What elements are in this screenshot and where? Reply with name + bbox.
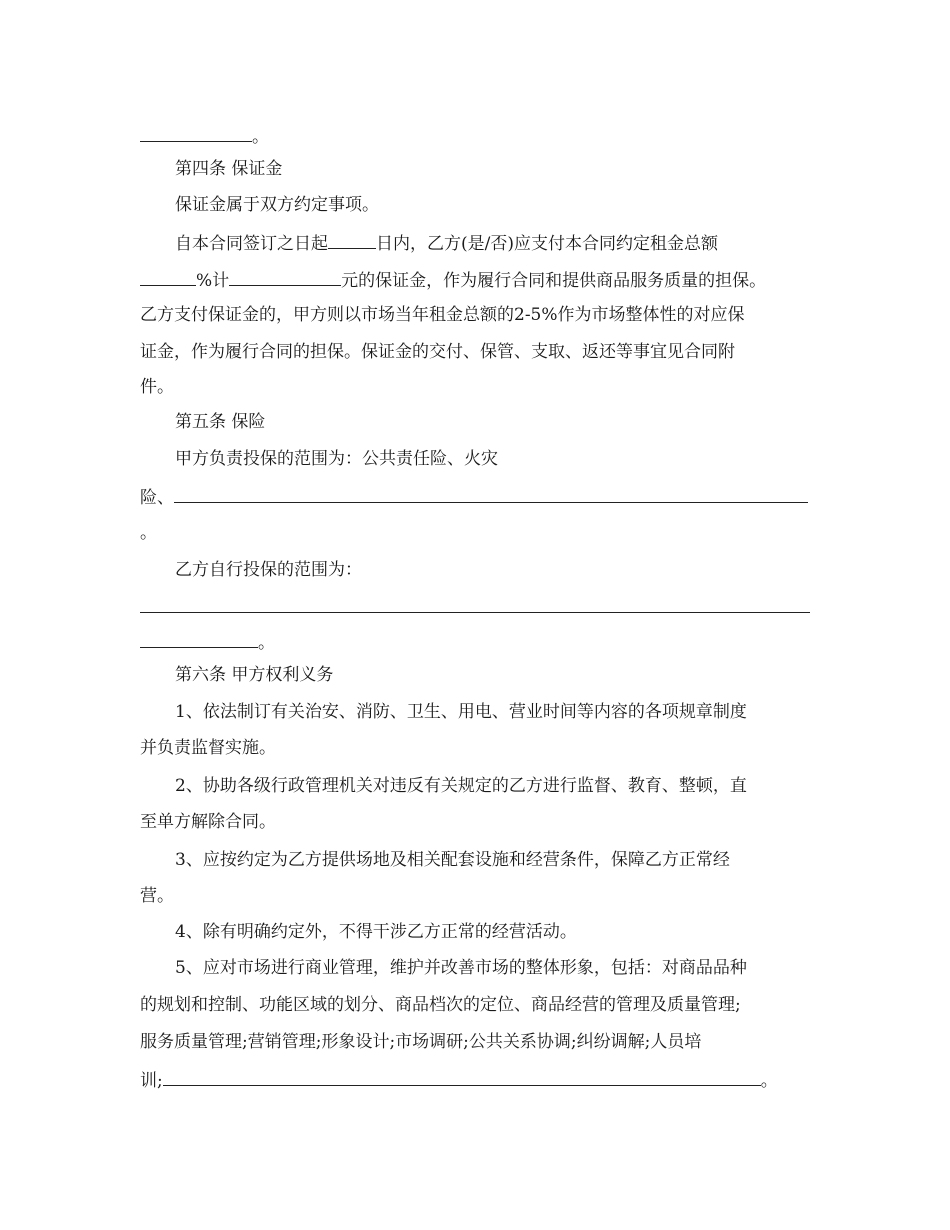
paragraph-line: 保证金属于双方约定事项。 [175, 195, 379, 215]
paragraph-line: 险、 [140, 484, 812, 510]
list-item-line: 的规划和控制、功能区域的划分、商品档次的定位、商品经营的管理及质量管理; [140, 995, 741, 1015]
paragraph-line: 。 [140, 523, 157, 543]
paragraph-line: 件。 [140, 377, 174, 397]
list-item-line: 5、应对市场进行商业管理，维护并改善市场的整体形象，包括：对商品品种 [175, 958, 747, 978]
article-4-heading: 第四条 保证金 [175, 159, 283, 179]
list-item-line: 1、依法制订有关治安、消防、卫生、用电、营业时间等内容的各项规章制度 [175, 702, 747, 722]
paragraph-line: %计 元的保证金，作为履行合同和提供商品服务质量的担保。 [140, 267, 812, 293]
blank-line [229, 267, 341, 286]
blank-line [328, 230, 376, 249]
paragraph-line: 。 [140, 629, 812, 655]
article-6-heading: 第六条 甲方权利义务 [175, 665, 334, 685]
blank-line [163, 1067, 761, 1086]
article-5-heading: 第五条 保险 [175, 412, 266, 432]
blank-line [140, 594, 810, 613]
paragraph-line [140, 594, 812, 620]
blank-line [140, 267, 196, 286]
list-item-line: 3、应按约定为乙方提供场地及相关配套设施和经营条件，保障乙方正常经 [175, 850, 730, 870]
list-item-line: 训; 。 [140, 1067, 812, 1093]
paragraph-line: 乙方自行投保的范围为： [175, 560, 362, 580]
list-item-line: 2、协助各级行政管理机关对违反有关规定的乙方进行监督、教育、整顿，直 [175, 776, 747, 796]
paragraph-line: 证金，作为履行合同的担保。保证金的交付、保管、支取、返还等事宜见合同附 [140, 342, 735, 362]
paragraph-line: 自本合同签订之日起 日内，乙方(是/否)应支付本合同约定租金总额 [175, 230, 812, 256]
blank-line [140, 629, 258, 648]
paragraph-line: 甲方负责投保的范围为：公共责任险、火灾 [175, 449, 498, 469]
blank-line [140, 123, 252, 142]
list-item-line: 并负责监督实施。 [140, 738, 276, 758]
list-item-line: 4、除有明确约定外，不得干涉乙方正常的经营活动。 [175, 922, 577, 942]
list-item-line: 至单方解除合同。 [140, 812, 276, 832]
blank-line [174, 484, 808, 503]
list-item-line: 营。 [140, 886, 174, 906]
paragraph-line: 乙方支付保证金的，甲方则以市场当年租金总额的2-5%作为市场整体性的对应保 [140, 305, 745, 325]
text-line: 。 [140, 123, 812, 149]
list-item-line: 服务质量管理;营销管理;形象设计;市场调研;公共关系协调;纠纷调解;人员培 [140, 1032, 702, 1052]
